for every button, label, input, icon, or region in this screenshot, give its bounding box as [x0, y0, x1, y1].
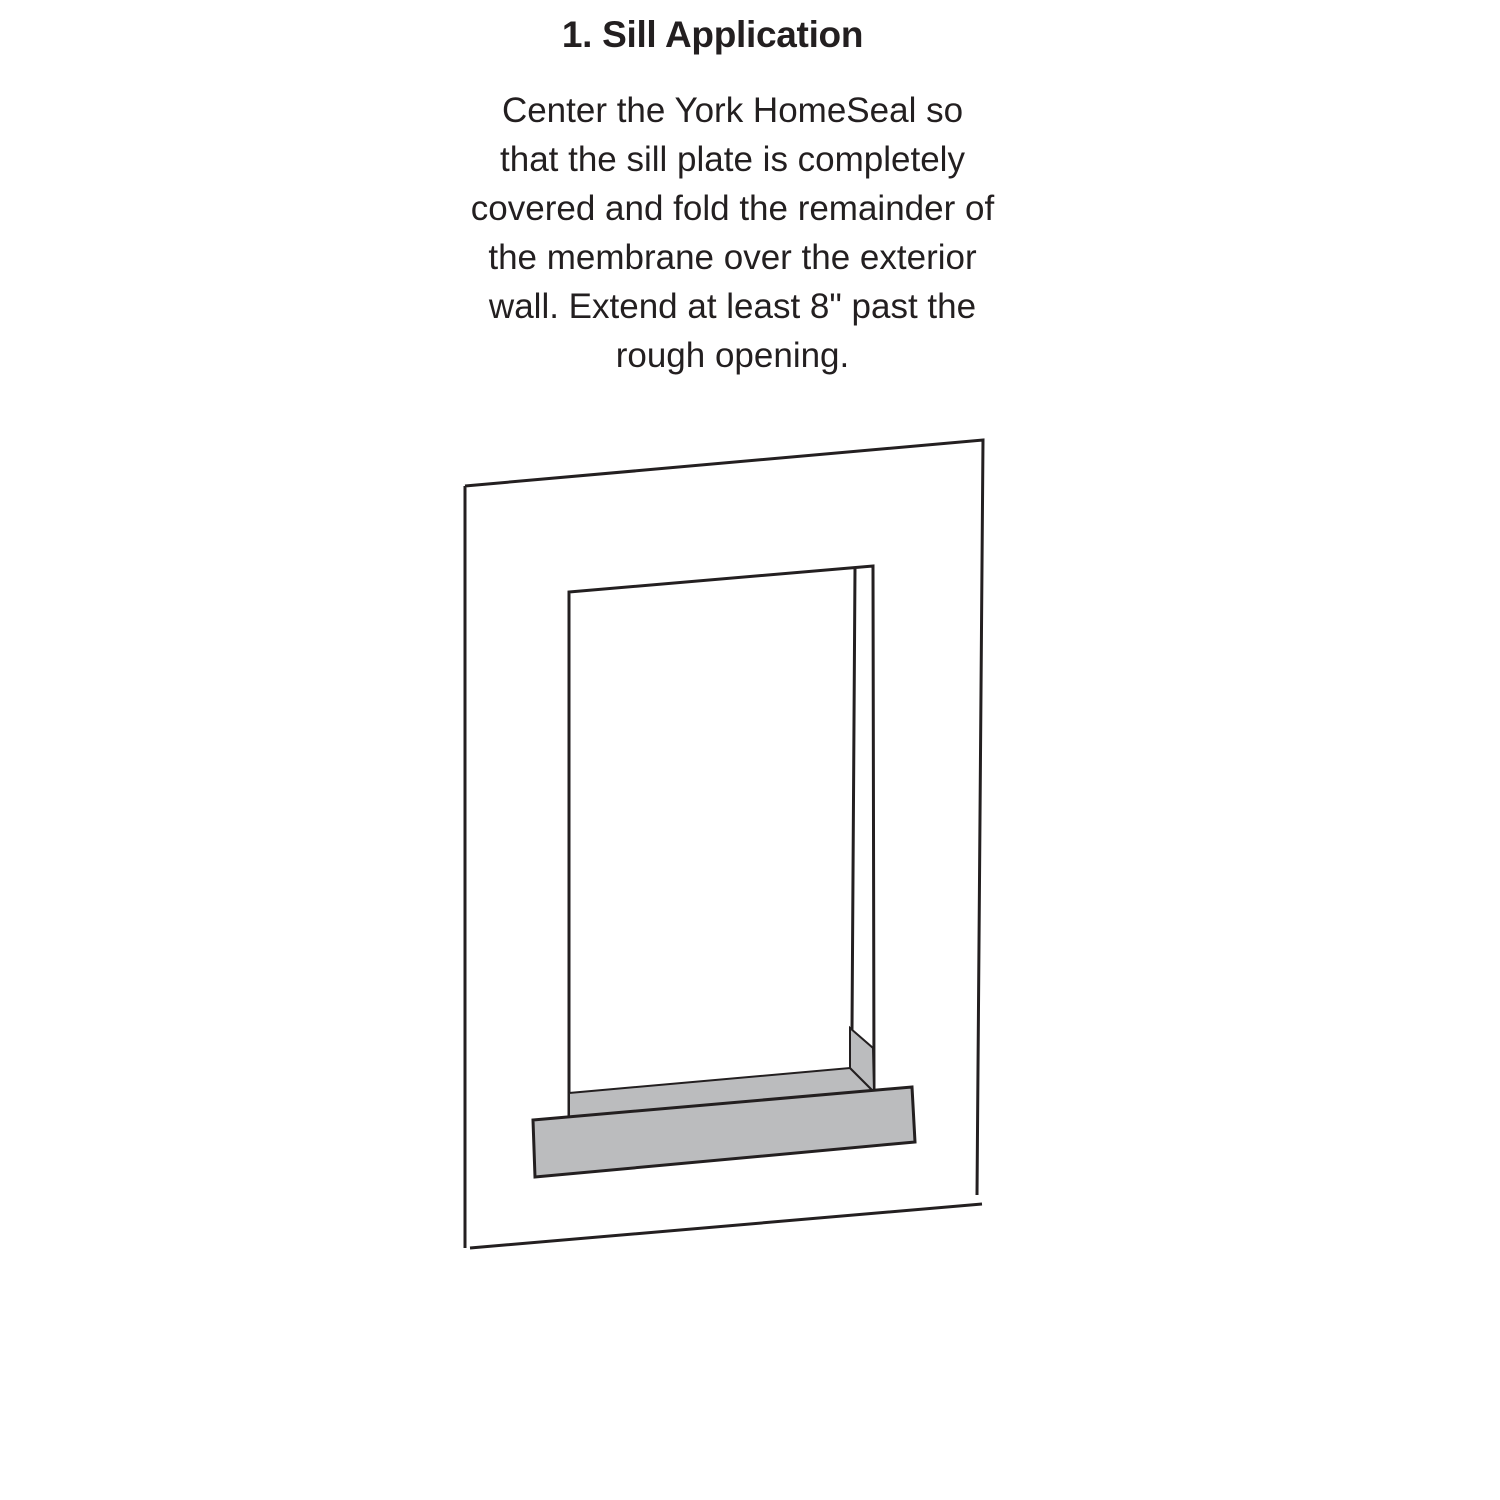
step-title: 1. Sill Application — [561, 14, 864, 55]
instruction-line: Center the York HomeSeal so — [501, 91, 964, 130]
instruction-line: rough opening. — [615, 336, 850, 375]
instruction-line: covered and fold the remainder of — [470, 189, 995, 228]
rough-opening — [569, 566, 874, 1120]
instruction-line: the membrane over the exterior — [488, 238, 977, 277]
instruction-line: that the sill plate is completely — [500, 140, 965, 179]
instruction-line: wall. Extend at least 8" past the — [488, 287, 977, 326]
